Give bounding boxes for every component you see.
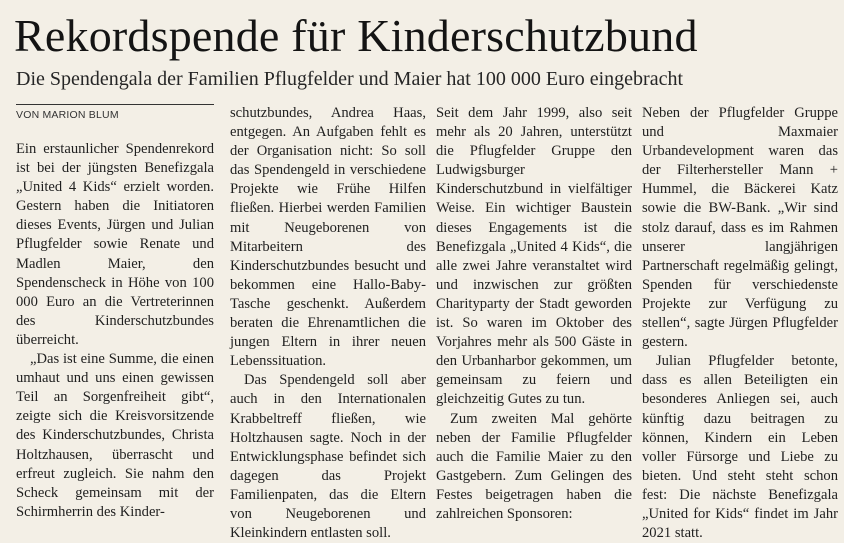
headline: Rekordspende für Kinderschutzbund: [14, 10, 698, 61]
paragraph: Julian Pflugfelder betonte, dass es allen Beteiligten ein besonderes Anliegen sei, auch künftig dazu beitragen zu können, Kindern ein Leben voller Fürsorge und Liebe zu bieten. Und steht steht schon fest: Die nächste Benefizgala „United for Kids“ findet im Jahr 2021 statt.: [642, 353, 838, 542]
article-column-3: [436, 104, 632, 522]
paragraph: Ein erstaunlicher Spendenrekord ist bei der jüngsten Benefizgala „United 4 Kids“ erzielt worden. Gestern haben die Initiatoren dieses Events, Jürgen und Julian Pflugfelder sowie Renate und Madlen Maier, den Spendenscheck in Höhe von 100 000 Euro an die Vertreterinnen des Kinderschutzbundes überreicht.: [16, 141, 214, 348]
subheadline: Die Spendengala der Familien Pflugfelder und Maier hat 100 000 Euro eingebracht: [16, 68, 684, 90]
paragraph: Das Spendengeld soll aber auch in den Internationalen Krabbeltreff fließen, wie Holtzhausen sagte. Noch in der Entwicklungsphase befindet sich dagegen das Projekt Familienpaten, das die Eltern von Neugeborenen und Kleinkindern entlasten soll.: [230, 372, 426, 542]
paragraph: Seit dem Jahr 1999, also seit mehr als 20 Jahren, unterstützt die Pflugfelder Gruppe den Ludwigsburger Kinderschutzbund in vielfältiger Weise. Ein wichtiger Baustein dieses Engagements ist die Benefizgala „United 4 Kids“, die alle zwei Jahre veranstaltet wird und inzwischen zur größten Charityparty der Stadt geworden ist. So waren im Oktober des Vorjahres mehr als 500 Gäste in den Urbanharbor gekommen, um gemeinsam zu feiern und gleichzeitig Gutes zu tun.: [436, 105, 632, 408]
paragraph: Neben der Pflugfelder Gruppe und Maxmaier Urbandevelopment waren das der Filterhersteller Mann + Hummel, die Bäckerei Katz sowie die BW-Bank. „Wir sind stolz darauf, dass es im Rahmen unserer langjährigen Partnerschaft regelmäßig gelingt, Spenden für verschiedenste Projekte zur Verfügung zu stellen“, sagte Jürgen Pflugfelder gestern.: [642, 105, 838, 351]
article-column-2: [230, 104, 426, 542]
article-column-4: [642, 104, 838, 542]
paragraph: „Das ist eine Summe, die einen umhaut und uns einen gewissen Teil an Sorgenfreiheit gibt“, zeigte sich die Kreisvorsitzende des Kinderschutzbundes, Christa Holtzhausen, überrascht und erfreut zugleich. Sie nahm den Scheck gemeinsam mit der Schirmherrin des Kinder-: [16, 351, 214, 520]
paragraph: schutzbundes, Andrea Haas, entgegen. An Aufgaben fehlt es der Organisation nicht: So soll das Spendengeld in verschiedene Projekte wie Frühe Hilfen fließen. Hierbei werden Familien mit Neugeborenen von Mitarbeitern des Kinderschutzbundes besucht und bekommen eine Hallo-Baby-Tasche geschenkt. Außerdem beraten die Ehrenamtlichen die jungen Eltern in ihrer neuen Lebenssituation.: [230, 105, 426, 370]
article-column-1: [16, 104, 214, 520]
paragraph: Zum zweiten Mal gehörte neben der Familie Pflugfelder auch die Familie Maier zu den Gastgebern. Zum Gelingen des Festes beigetragen haben die zahlreichen Sponsoren:: [436, 410, 632, 522]
byline: VON MARION BLUM: [16, 104, 214, 122]
